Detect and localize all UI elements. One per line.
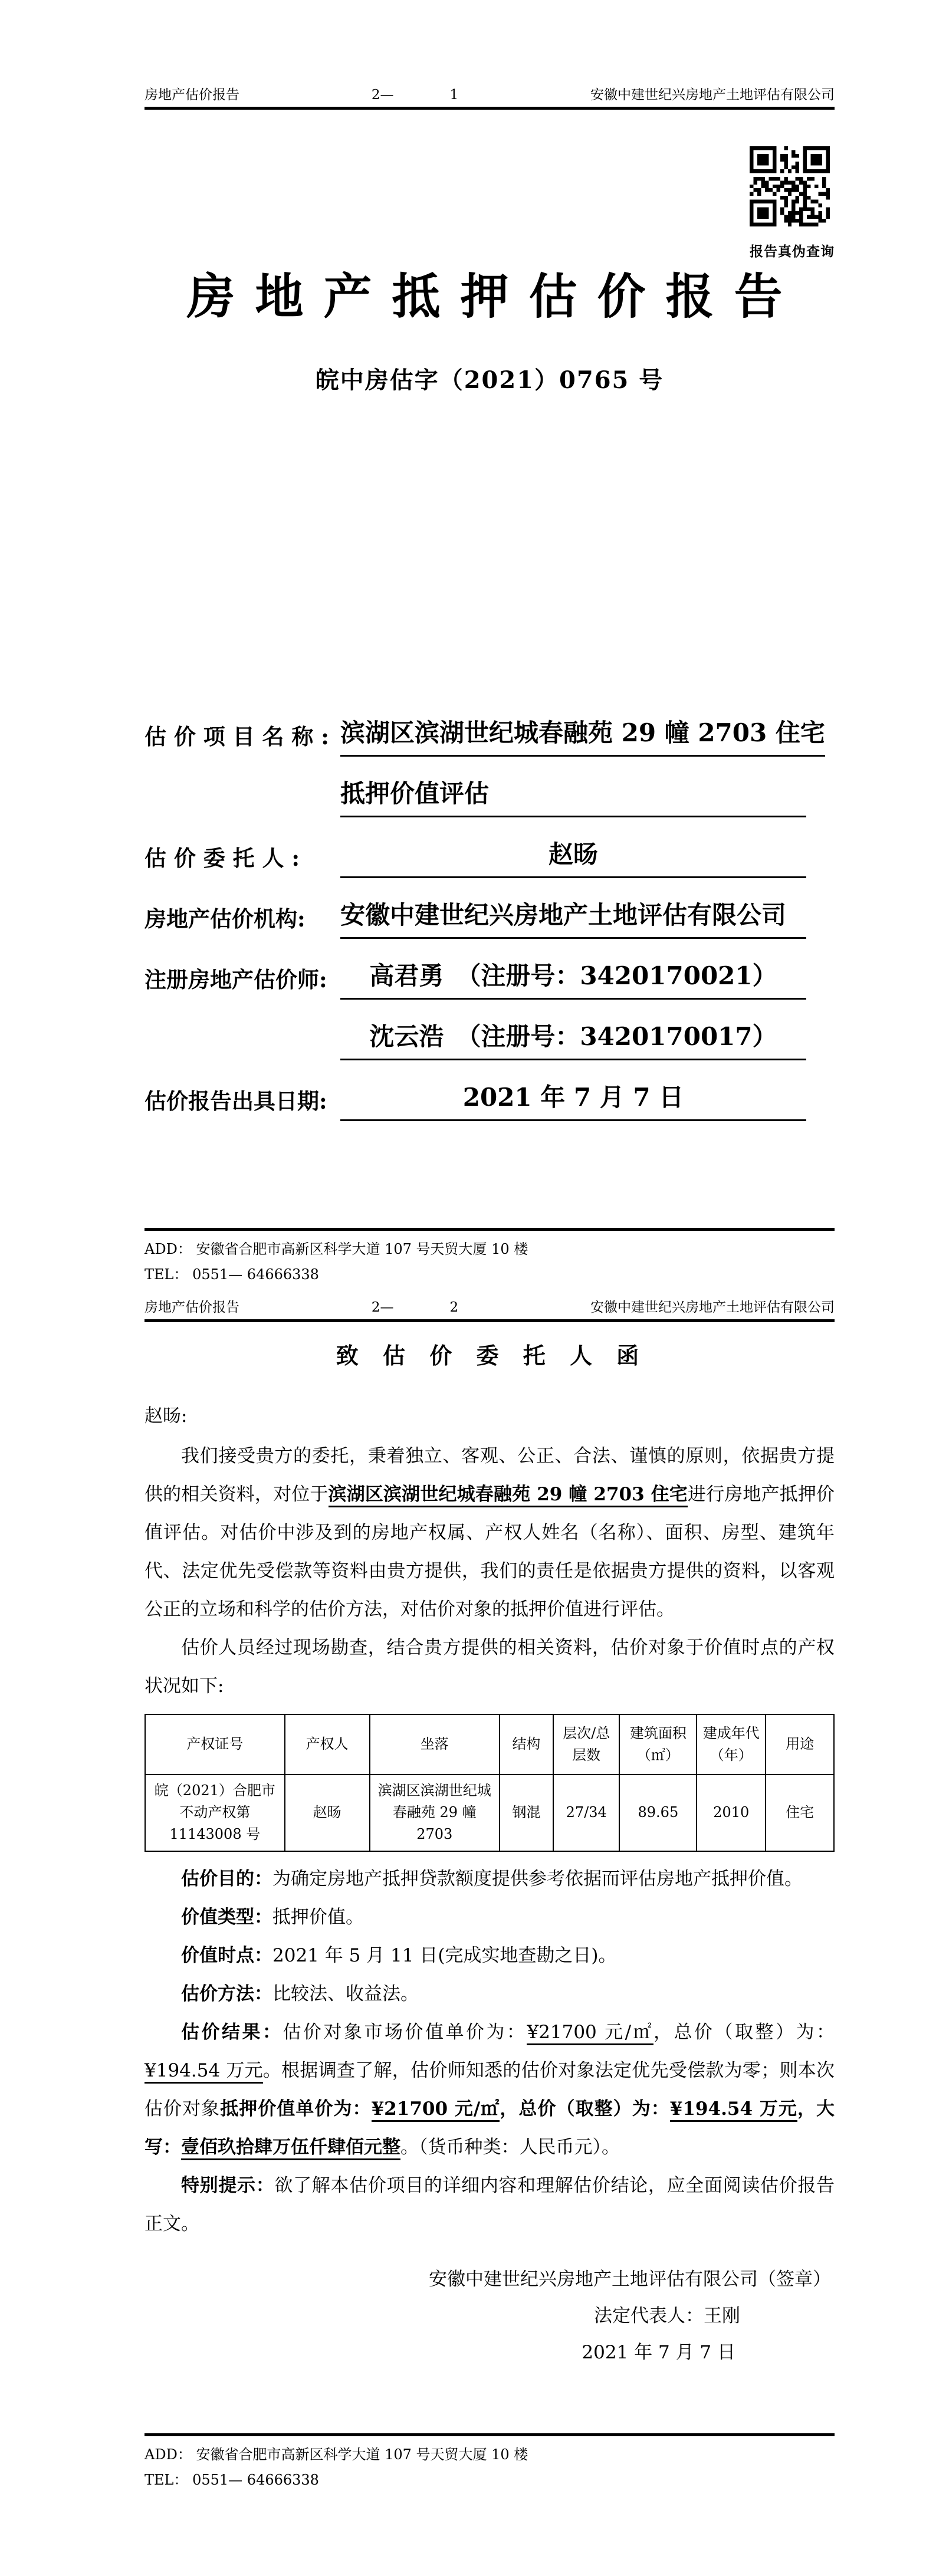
field-label-spacer	[144, 811, 340, 817]
header-rule	[144, 1319, 835, 1322]
field-label: 注册房地产估价师:	[144, 967, 327, 993]
col-location: 坐落	[370, 1714, 500, 1775]
valuation-sections	[144, 1860, 835, 2013]
header-doc-title: 房地产估价报告	[144, 87, 239, 103]
section-label: 估价目的：	[181, 1868, 272, 1890]
col-year-built: 建成年代（年）	[697, 1714, 766, 1775]
page-number-prefix: 2—	[371, 87, 394, 103]
page-header	[144, 1299, 835, 1316]
report-title: 房地产抵押估价报告	[186, 268, 803, 325]
cell-owner: 赵旸	[285, 1775, 370, 1851]
footer-address: ADD： 安徽省合肥市高新区科学大道 107 号天贸大厦 10 楼	[144, 1241, 528, 1257]
page-number	[239, 1299, 590, 1316]
special-notice: 特别提示：欲了解本估价项目的详细内容和理解估价结论，应全面阅读估价报告正文。	[144, 2174, 835, 2235]
section-value-type	[144, 1898, 835, 1937]
header-rule	[144, 107, 835, 110]
qr-caption: 报告真伪查询	[750, 244, 835, 259]
section-value-date	[144, 1937, 835, 1975]
field-client	[144, 835, 835, 878]
field-label-spacer	[144, 1054, 340, 1060]
salutation: 赵旸:	[144, 1405, 188, 1427]
field-value: 安徽中建世纪兴房地产土地评估有限公司	[340, 896, 806, 939]
property-table	[144, 1714, 835, 1852]
field-label: 房地产估价机构:	[144, 906, 306, 932]
table-data-row	[145, 1775, 834, 1851]
col-use: 用途	[766, 1714, 834, 1775]
field-value: 2021 年 7 月 7 日	[340, 1078, 806, 1121]
signature-legal-rep: 法定代表人：王刚	[594, 2305, 740, 2327]
cell-location: 滨湖区滨湖世纪城春融苑 29 幢 2703	[370, 1775, 500, 1851]
qr-code	[750, 146, 830, 226]
field-appraiser-1	[144, 957, 835, 1000]
cell-year-built: 2010	[697, 1775, 766, 1851]
field-agency	[144, 896, 835, 939]
field-label: 估价报告出具日期:	[144, 1088, 327, 1114]
page-footer	[144, 2433, 835, 2493]
col-owner: 产权人	[285, 1714, 370, 1775]
page-number-prefix: 2—	[371, 1300, 394, 1315]
cell-cert-no: 皖（2021）合肥市不动产权第 11143008 号	[145, 1775, 285, 1851]
footer-rule	[144, 1228, 835, 1231]
cover-fields	[144, 714, 835, 1121]
section-purpose	[144, 1860, 835, 1898]
page-number	[239, 86, 590, 104]
field-project-name	[144, 714, 835, 757]
cell-structure: 钢混	[500, 1775, 553, 1851]
footer-address: ADD： 安徽省合肥市高新区科学大道 107 号天贸大厦 10 楼	[144, 2446, 528, 2463]
table-header-row	[145, 1714, 834, 1775]
section-method	[144, 1975, 835, 2013]
signature-company: 安徽中建世纪兴房地产土地评估有限公司（签章）	[429, 2268, 831, 2290]
field-value: 赵旸	[340, 835, 806, 878]
letter-title: 致 估 价 委 托 人 函	[336, 1342, 648, 1369]
intro-paragraph: 我们接受贵方的委托，秉着独立、客观、公正、合法、谨慎的原则，依据贵方提供的相关资料，对位于滨湖区滨湖世纪城春融苑 29 幢 2703 住宅进行房地产抵押价值评估。对估价中涉及到的房地产权属、产权人姓名（名称）、面积、房型、建筑年代、法定优先受偿款等资料由贵方提供，我们的责任是依据贵方提供的资料，以客观公正的立场和科学的估价方法，对估价对象的抵押价值进行评估。	[144, 1445, 835, 1620]
result-paragraph: 估价结果：估价对象市场价值单价为：¥21700 元/㎡，总价（取整）为：¥194.54 万元。根据调查了解，估价师知悉的估价对象法定优先受偿款为零；则本次估价对象抵押价值单价为：¥21700 元/㎡，总价（取整）为：¥194.54 万元，大写：壹佰玖拾肆万伍仟肆佰元整。（货币种类：人民币元）。	[144, 2013, 835, 2167]
section-label: 价值时点：	[181, 1944, 272, 1966]
field-label: 估 价 委 托 人 :	[144, 845, 300, 871]
footer-phone: TEL： 0551— 64666338	[144, 1266, 319, 1283]
section-text: 比较法、收益法。	[272, 1983, 419, 2005]
header-company-name: 安徽中建世纪兴房地产土地评估有限公司	[590, 1300, 835, 1315]
col-floor: 层次/总层数	[553, 1714, 620, 1775]
col-structure: 结构	[500, 1714, 553, 1775]
page-header	[144, 86, 835, 104]
page-number-current: 2	[449, 1300, 459, 1315]
field-project-name-line2	[144, 774, 835, 817]
section-label: 价值类型：	[181, 1906, 272, 1928]
footer-rule	[144, 2433, 835, 2436]
section-text: 为确定房地产抵押贷款额度提供参考依据而评估房地产抵押价值。	[272, 1868, 803, 1890]
header-company-name: 安徽中建世纪兴房地产土地评估有限公司	[590, 87, 835, 103]
header-doc-title: 房地产估价报告	[144, 1300, 239, 1315]
col-area: 建筑面积（㎡）	[619, 1714, 697, 1775]
section-label: 估价方法：	[181, 1983, 272, 2005]
signature-date: 2021 年 7 月 7 日	[582, 2341, 735, 2363]
footer-phone: TEL： 0551— 64666338	[144, 2472, 319, 2488]
page-number-current: 1	[449, 87, 459, 103]
field-appraiser-2	[144, 1017, 835, 1060]
field-value: 抵押价值评估	[340, 774, 806, 817]
field-label: 估 价 项 目 名 称 :	[144, 724, 329, 750]
field-value: 沈云浩 （注册号：3420170017）	[340, 1017, 806, 1060]
section-text: 2021 年 5 月 11 日(完成实地查勘之日)。	[272, 1944, 617, 1966]
section-text: 抵押价值。	[272, 1906, 364, 1928]
cell-floor: 27/34	[553, 1775, 620, 1851]
letter-page	[0, 1286, 936, 2576]
survey-paragraph: 估价人员经过现场勘查，结合贵方提供的相关资料，估价对象于价值时点的产权状况如下:	[144, 1637, 835, 1697]
field-report-date	[144, 1078, 835, 1121]
cell-use: 住宅	[766, 1775, 834, 1851]
field-value: 滨湖区滨湖世纪城春融苑 29 幢 2703 住宅	[340, 714, 825, 757]
cover-page	[0, 0, 936, 1286]
report-number: 皖中房估字（2021）0765 号	[315, 366, 664, 394]
field-value: 高君勇 （注册号：3420170021）	[340, 957, 806, 1000]
page-footer	[144, 1228, 835, 1287]
col-cert-no: 产权证号	[145, 1714, 285, 1775]
qr-block	[750, 146, 835, 260]
cell-area: 89.65	[619, 1775, 697, 1851]
signature-block	[144, 2261, 835, 2371]
